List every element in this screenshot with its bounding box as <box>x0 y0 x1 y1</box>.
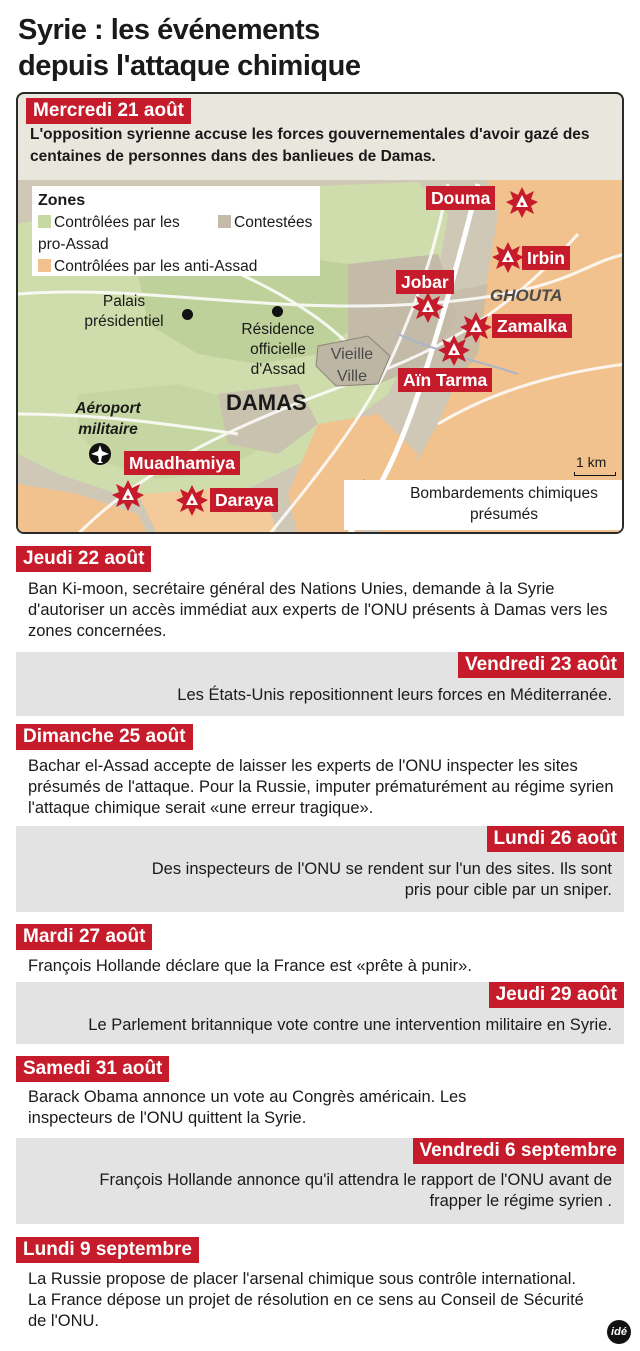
event-date: Jeudi 22 août <box>16 546 151 572</box>
chemical-attack-icon <box>112 480 144 511</box>
label-aeroport: Aéroport militaire <box>75 400 141 438</box>
event-date: Lundi 26 août <box>487 826 625 852</box>
chemical-attack-icon <box>506 187 538 218</box>
event-text: Le Parlement britannique vote contre une intervention militaire en Syrie. <box>88 1016 612 1034</box>
event-text: François Hollande annonce qu'il attendra le rapport de l'ONU avant de frapper le régime syrien . <box>99 1171 612 1210</box>
place-zamalka: Zamalka <box>492 314 572 338</box>
place-douma: Douma <box>426 186 495 210</box>
place-irbin: Irbin <box>522 246 570 270</box>
place-daraya: Daraya <box>210 488 278 512</box>
page-title <box>18 12 360 84</box>
title-line-1: Syrie : les événements <box>18 14 320 46</box>
event-text: La Russie propose de placer l'arsenal chimique sous contrôle international. La France dépose un projet de résolution en ce sens au Conseil de Sécurité de l'ONU. <box>28 1270 584 1330</box>
event-date: Lundi 9 septembre <box>16 1237 199 1263</box>
event-date: Samedi 31 août <box>16 1056 169 1082</box>
event-text: Les États-Unis repositionnent leurs forces en Méditerranée. <box>177 686 612 704</box>
event-lundi-9 <box>16 1237 624 1341</box>
label-damas: DAMAS <box>226 390 307 415</box>
scale-bar <box>574 472 616 476</box>
place-ain-tarma: Aïn Tarma <box>398 368 492 392</box>
event-date: Dimanche 25 août <box>16 724 193 750</box>
label-ghouta: GHOUTA <box>490 286 563 305</box>
chemical-attack-icon <box>412 292 444 323</box>
event-text: Des inspecteurs de l'ONU se rendent sur l'un des sites. Ils sont pris pour cible par un sniper. <box>151 860 612 899</box>
scale-label: 1 km <box>576 454 607 470</box>
event-samedi-31 <box>16 1056 624 1138</box>
event-jeudi-22 <box>16 546 624 652</box>
event-lundi-26 <box>16 826 624 912</box>
legend-anti-assad: Contrôlées par les anti-Assad <box>38 256 257 278</box>
map-panel <box>16 92 624 534</box>
event-vendredi-6 <box>16 1138 624 1224</box>
chemical-attack-icon <box>438 335 470 366</box>
event-text: Bachar el-Assad accepte de laisser les experts de l'ONU inspecter les sites présumés de l'attaque. Pour la Russie, imputer prématurément au régime syrien l'attaque chimique serait «une erreur tragique». <box>28 757 614 817</box>
event-jeudi-29 <box>16 982 624 1044</box>
legend-pro-assad: Contrôlées par les pro-Assad <box>38 214 180 253</box>
map-intro: L'opposition syrienne accuse les forces gouvernementales d'avoir gazé des centaines de personnes dans des banlieues de Damas. <box>30 126 590 165</box>
chemical-attack-icon <box>492 242 524 273</box>
map-date-tag: Mercredi 21 août <box>26 98 191 124</box>
bomb-legend-text: Bombardements chimiques présumés <box>410 485 598 523</box>
event-text: Ban Ki-moon, secrétaire général des Nations Unies, demande à la Syrie d'autoriser un accès immédiat aux experts de l'ONU présents à Damas vers les zones concernées. <box>28 580 608 640</box>
label-vieille-ville: Vieille Ville <box>330 346 374 385</box>
location-dot-icon <box>272 306 283 317</box>
place-muadhamiya: Muadhamiya <box>124 451 240 475</box>
chemical-attack-icon <box>460 312 492 343</box>
publisher-logo: idé <box>607 1320 631 1344</box>
location-dot-icon <box>182 309 193 320</box>
label-palais: Palais présidentiel <box>84 293 164 330</box>
legend-contested: Contestées <box>218 212 312 234</box>
event-date: Vendredi 23 août <box>458 652 624 678</box>
event-date: Jeudi 29 août <box>489 982 624 1008</box>
title-line-2: depuis l'attaque chimique <box>18 50 361 82</box>
chemical-attack-icon <box>176 485 208 516</box>
event-mardi-27 <box>16 924 624 980</box>
event-text: Barack Obama annonce un vote au Congrès américain. Les inspecteurs de l'ONU quittent la Syrie. <box>28 1088 467 1127</box>
legend-title: Zones <box>38 192 86 209</box>
event-dimanche-25 <box>16 724 624 826</box>
bomb-legend <box>344 480 624 530</box>
label-residence: Résidence officielle d'Assad <box>241 321 315 378</box>
event-date: Mardi 27 août <box>16 924 152 950</box>
place-jobar: Jobar <box>396 270 454 294</box>
event-text: François Hollande déclare que la France est «prête à punir». <box>28 957 472 975</box>
event-date: Vendredi 6 septembre <box>413 1138 624 1164</box>
event-vendredi-23 <box>16 652 624 716</box>
